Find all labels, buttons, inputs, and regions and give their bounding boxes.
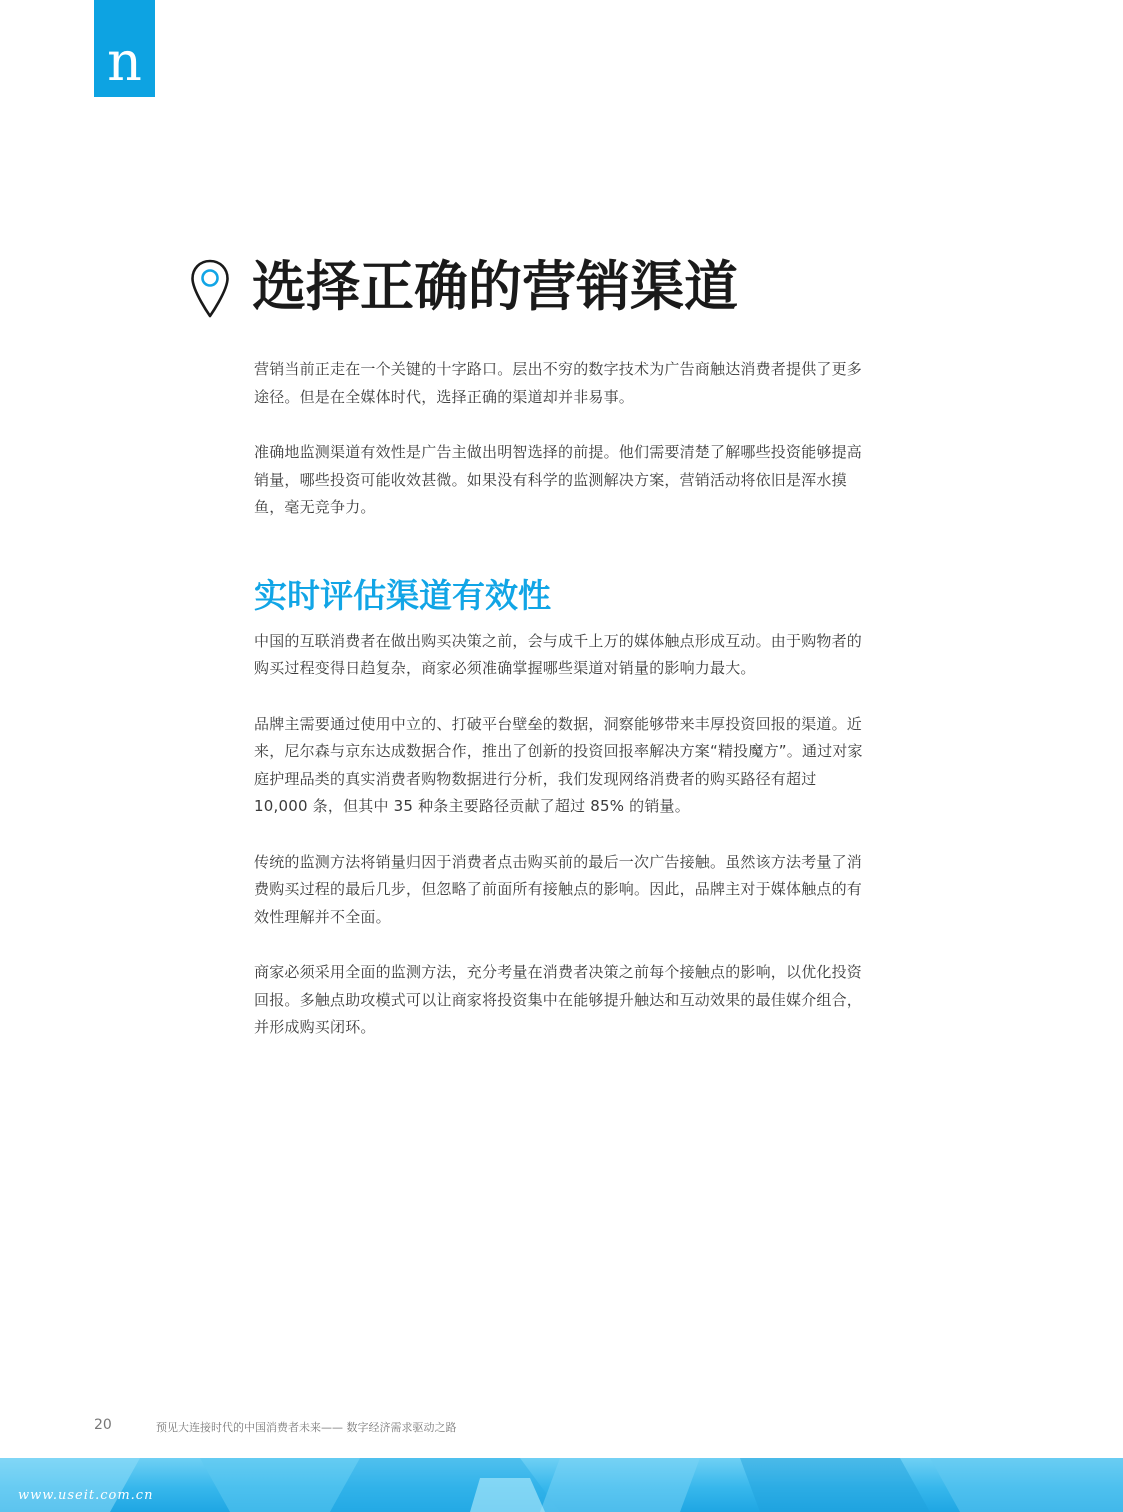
logo-letter: n bbox=[107, 30, 142, 93]
footer-text: 预见大连接时代的中国消费者未来—— 数字经济需求驱动之路 bbox=[156, 1421, 457, 1434]
page-title: 选择正确的营销渠道 bbox=[252, 255, 738, 318]
cube-pattern-graphic bbox=[0, 1458, 1123, 1512]
section-paragraph-3: 传统的监测方法将销量归因于消费者点击购买前的最后一次广告接触。虽然该方法考量了消费购买过程的最后几步，但忽略了前面所有接触点的影响。因此，品牌主对于媒体触点的有效性理解并不全面。 bbox=[254, 852, 863, 926]
map-pin-icon bbox=[190, 258, 230, 320]
nielsen-logo bbox=[94, 0, 155, 97]
section-title: 实时评估渠道有效性 bbox=[254, 575, 551, 615]
section-paragraph-2: 品牌主需要通过使用中立的、打破平台壁垒的数据，洞察能够带来丰厚投资回报的渠道。近来，尼尔森与京东达成数据合作，推出了创新的投资回报率解决方案“精投魔方”。通过对家庭护理品类的真实消费者购物数据进行分析，我们发现网络消费者的购买路径有超过 10,000 条，但其中 35 种条主要路径贡献了超过 85% 的销量。 bbox=[254, 714, 863, 815]
decorative-cube-band bbox=[0, 1458, 1123, 1512]
page-footer bbox=[94, 1417, 994, 1437]
section-paragraph-1: 中国的互联消费者在做出购买决策之前，会与成千上万的媒体触点形成互动。由于购物者的购买过程变得日趋复杂，商家必须准确掌握哪些渠道对销量的影响力最大。 bbox=[254, 631, 863, 677]
section-paragraph-4: 商家必须采用全面的监测方法，充分考量在消费者决策之前每个接触点的影响，以优化投资回报。多触点助攻模式可以让商家将投资集中在能够提升触达和互动效果的最佳媒介组合，并形成购买闭环。 bbox=[254, 963, 863, 1036]
intro-paragraph-2: 准确地监测渠道有效性是广告主做出明智选择的前提。他们需要清楚了解哪些投资能够提高销量，哪些投资可能收效甚微。如果没有科学的监测解决方案，营销活动将依旧是浑水摸鱼，毫无竞争力。 bbox=[254, 443, 863, 516]
page-number: 20 bbox=[94, 1417, 112, 1433]
content-body bbox=[254, 356, 874, 1042]
watermark-text: www.useit.com.cn bbox=[18, 1488, 154, 1503]
intro-paragraph-1: 营销当前正走在一个关键的十字路口。层出不穷的数字技术为广告商触达消费者提供了更多途径。但是在全媒体时代，选择正确的渠道却并非易事。 bbox=[254, 360, 863, 406]
